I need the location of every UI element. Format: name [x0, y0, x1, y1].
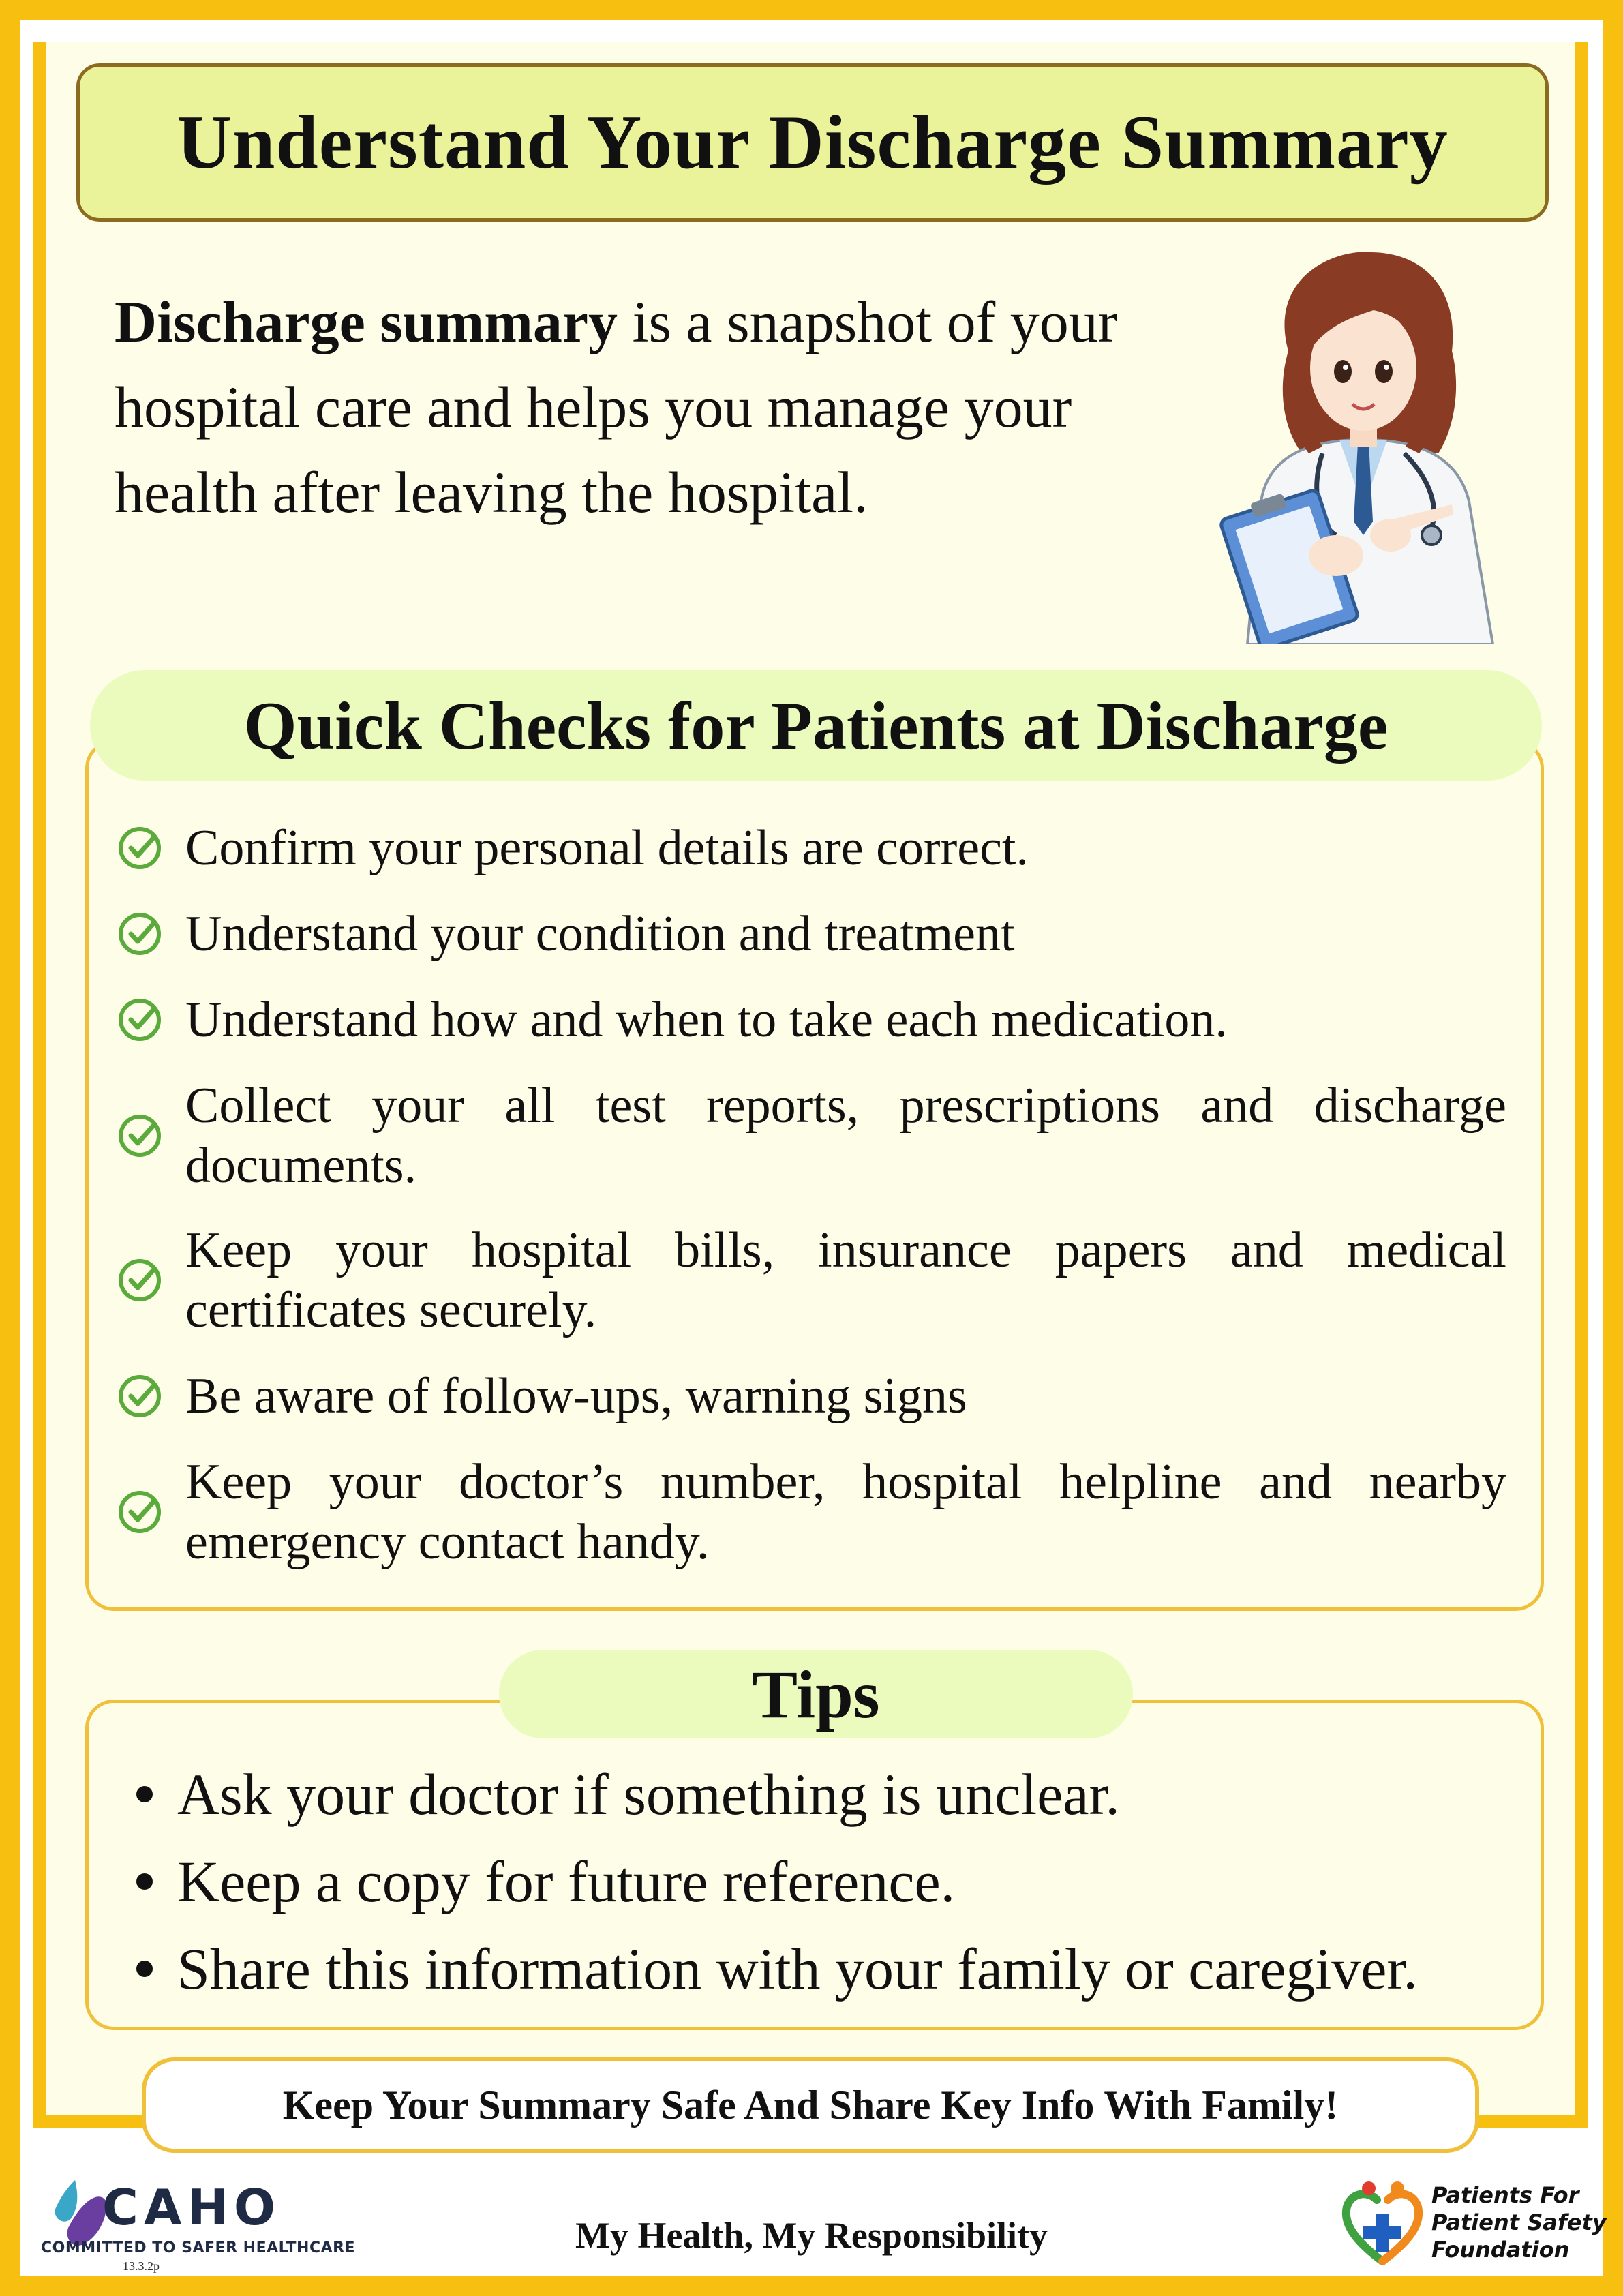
check-circle-icon [116, 996, 164, 1044]
page-title: Understand Your Discharge Summary [177, 100, 1448, 185]
check-item [116, 1366, 1506, 1426]
check-text: Collect your all test reports, prescriptions and discharge documents. [185, 1078, 1506, 1194]
check-circle-icon [116, 1256, 164, 1304]
check-circle-icon [116, 1112, 164, 1160]
check-text: Keep your hospital bills, insurance papers and medical certificates securely. [185, 1222, 1506, 1338]
footer-motto: My Health, My Responsibility [575, 2215, 1048, 2256]
check-item [116, 1220, 1506, 1340]
intro-paragraph [115, 280, 1123, 535]
check-text: Understand your condition and treatment [185, 906, 1015, 962]
check-text: Confirm your personal details are correct. [185, 820, 1029, 876]
banner-text: Keep Your Summary Safe And Share Key Info With Family! [282, 2082, 1339, 2128]
ppsf-heart-cross-icon [1335, 2176, 1430, 2271]
check-item [116, 818, 1506, 878]
intro-text: is a snapshot of your hospital care and helps you manage your health after leaving the hospital. [115, 289, 1118, 525]
poster-code: 13.3.2p [123, 2259, 160, 2273]
quick-checks-header [90, 670, 1542, 781]
check-item [116, 1452, 1506, 1572]
check-item [116, 1076, 1506, 1196]
tips-heading: Tips [752, 1656, 880, 1732]
tip-text: Share this information with your family or caregiver. [177, 1936, 1418, 2002]
caho-tagline: COMMITTED TO SAFER HEALTHCARE [41, 2239, 356, 2256]
tip-item [136, 1760, 1120, 1828]
bullet-icon [136, 1873, 153, 1890]
tip-text: Ask your doctor if something is unclear. [177, 1762, 1120, 1827]
check-circle-icon [116, 824, 164, 872]
tip-item [136, 1935, 1418, 2003]
check-item [116, 904, 1506, 964]
tips-header [499, 1650, 1133, 1738]
doctor-illustration [1207, 235, 1520, 644]
caho-name: CAHO [102, 2179, 282, 2236]
ppsf-line: Patients For [1431, 2182, 1579, 2208]
ppsf-line: Foundation [1431, 2237, 1570, 2263]
quick-checks-heading: Quick Checks for Patients at Discharge [243, 687, 1389, 764]
check-text: Understand how and when to take each medication. [185, 992, 1228, 1048]
tip-text: Keep a copy for future reference. [177, 1849, 956, 1914]
check-circle-icon [116, 1372, 164, 1420]
bullet-icon [136, 1786, 153, 1802]
check-text: Keep your doctor’s number, hospital helpline and nearby emergency contact handy. [185, 1454, 1506, 1570]
ppsf-name [1431, 2181, 1607, 2263]
footer-banner [142, 2057, 1479, 2153]
check-circle-icon [116, 1488, 164, 1536]
ppsf-line: Patient Safety [1431, 2209, 1607, 2235]
check-circle-icon [116, 910, 164, 958]
check-item [116, 990, 1506, 1050]
title-banner [76, 63, 1549, 222]
tip-item [136, 1847, 955, 1916]
intro-term: Discharge summary [115, 289, 618, 354]
check-text: Be aware of follow-ups, warning signs [185, 1368, 967, 1424]
bullet-icon [136, 1961, 153, 1977]
